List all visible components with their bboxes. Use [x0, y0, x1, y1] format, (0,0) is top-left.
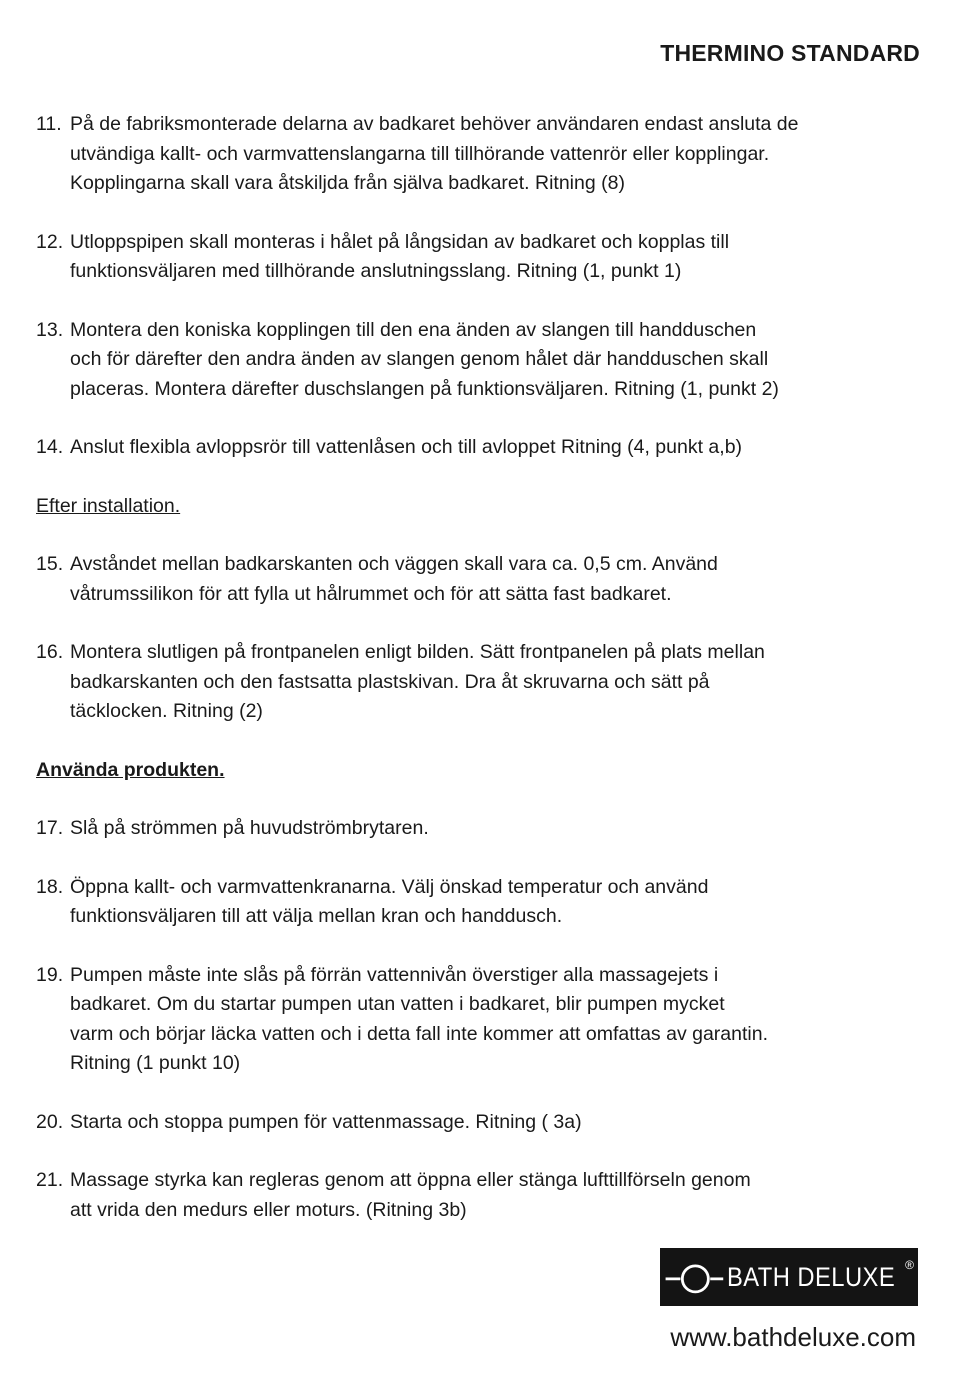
item-number: 11.	[36, 113, 62, 135]
item-number: 12.	[36, 230, 64, 253]
item-number: 20.	[36, 1110, 64, 1133]
instruction-item-13	[36, 316, 916, 405]
item-text: Avståndet mellan badkarskanten och väggen skall vara ca. 0,5 cm. Använd våtrumssilikon för att fylla ut hålrummet och för att sätta fast badkaret.	[70, 553, 718, 605]
section-heading-usage: Använda produkten.	[36, 758, 225, 781]
item-number: 17.	[36, 817, 64, 839]
item-number: 15.	[36, 553, 64, 575]
instruction-item-21	[36, 1166, 916, 1225]
item-number: 18.	[36, 875, 64, 898]
item-number: 19.	[36, 963, 64, 986]
item-text: Slå på strömmen på huvudströmbrytaren.	[70, 817, 429, 839]
item-text: Massage styrka kan regleras genom att öppna eller stänga lufttillförseln genom att vrida den medurs eller moturs. (Ritning 3b)	[70, 1169, 751, 1221]
item-number: 13.	[36, 318, 64, 341]
website-url[interactable]: www.bathdeluxe.com	[670, 1322, 916, 1352]
logo-text: BATH DELUXE	[726, 1261, 896, 1292]
section-heading-installation: Efter installation.	[36, 494, 181, 517]
bath-deluxe-logo	[660, 1248, 918, 1306]
instruction-item-11	[36, 110, 916, 199]
item-number: 21.	[36, 1169, 64, 1191]
registered-mark: ®	[905, 1258, 914, 1272]
instruction-item-20	[36, 1108, 916, 1138]
instructions-body	[36, 110, 916, 1254]
item-number: 16.	[36, 641, 64, 663]
instruction-item-17	[36, 814, 916, 844]
instruction-item-18	[36, 873, 916, 932]
instruction-item-19	[36, 961, 916, 1079]
instruction-item-14	[36, 433, 916, 463]
item-text: Montera den koniska kopplingen till den ena änden av slangen till handduschen och för därefter den andra änden av slangen genom hålet där handduschen skall placeras. Montera därefter duschslangen på funktionsväljaren. Ritning (1, punkt 2)	[70, 318, 779, 400]
item-text: Montera slutligen på frontpanelen enligt bilden. Sätt frontpanelen på plats mellan badkarskanten och den fastsatta plastskivan. Dra åt skruvarna och sätt på täcklocken. Ritning (2)	[70, 641, 765, 722]
instruction-item-12	[36, 228, 916, 287]
instruction-item-15	[36, 550, 916, 609]
item-text: Pumpen måste inte slås på förrän vattennivån överstiger alla massagejets i badkaret. Om du startar pumpen utan vatten i badkaret, blir pumpen mycket varm och börjar läcka vatten och i detta fall inte kommer att omfattas av garantin. Ritning (1 punkt 10)	[70, 963, 768, 1074]
logo-mark-icon	[660, 1248, 727, 1306]
item-text: Öppna kallt- och varmvattenkranarna. Välj önskad temperatur och använd funktionsväljaren till att välja mellan kran och handdusch.	[70, 875, 709, 927]
instruction-item-16	[36, 638, 916, 727]
item-text: Starta och stoppa pumpen för vattenmassage. Ritning ( 3a)	[70, 1110, 582, 1133]
item-text: Anslut flexibla avloppsrör till vattenlåsen och till avloppet Ritning (4, punkt a,b)	[70, 436, 743, 458]
item-text: På de fabriksmonterade delarna av badkaret behöver användaren endast ansluta de utvändiga kallt- och varmvattenslangarna till tillhörande vattenrör eller kopplingar. Kopplingarna skall vara åtskiljda från själva badkaret. Ritning (8)	[70, 113, 799, 194]
document-title: THERMINO STANDARD	[660, 40, 920, 66]
item-number: 14.	[36, 436, 64, 458]
item-text: Utloppspipen skall monteras i hålet på långsidan av badkaret och kopplas till funktionsväljaren med tillhörande anslutningsslang. Ritning (1, punkt 1)	[70, 230, 730, 282]
